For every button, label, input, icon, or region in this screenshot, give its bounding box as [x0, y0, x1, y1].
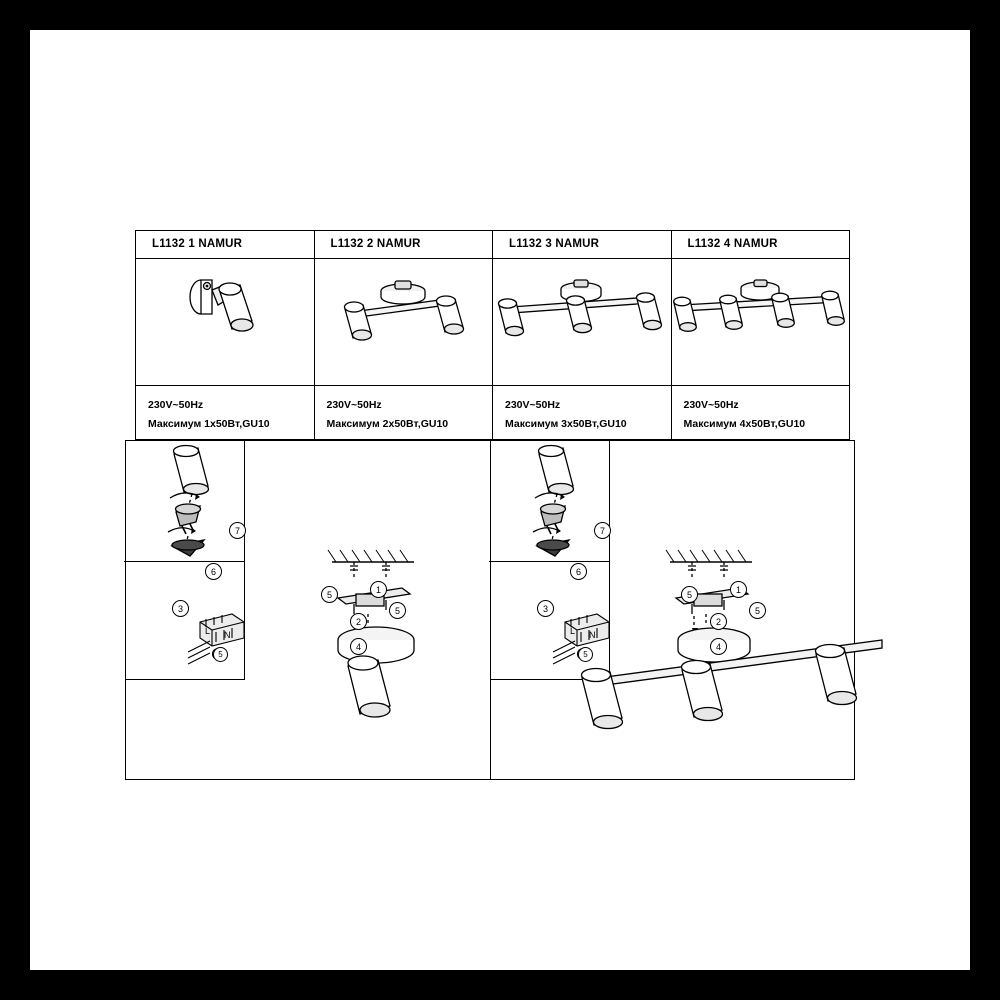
step-badge-5b-right: 5	[578, 647, 593, 662]
right-ceiling-mount-figure	[630, 542, 930, 742]
terminal-label-N-left: N	[224, 630, 231, 640]
model-title-3: L1132 3 NAMUR	[493, 231, 671, 259]
left-lamp-exploded-figure	[130, 442, 244, 560]
terminal-label-N-right: N	[589, 630, 596, 640]
spec-column-4	[672, 231, 850, 439]
step-badge-7-right: 7	[594, 522, 611, 539]
voltage-4: 230V~50Hz	[683, 399, 739, 412]
step-badge-4-left: 4	[350, 638, 367, 655]
step-badge-1-right: 1	[730, 581, 747, 598]
model-title-2: L1132 2 NAMUR	[315, 231, 493, 259]
product-figure-1	[136, 259, 314, 386]
power-2: Максимум 2x50Вт,GU10	[326, 418, 449, 431]
step-badge-2-right: 2	[710, 613, 727, 630]
model-title-1: L1132 1 NAMUR	[136, 231, 314, 259]
model-title-4: L1132 4 NAMUR	[672, 231, 850, 259]
step-badge-5c-right: 5	[749, 602, 766, 619]
spec-text-1	[136, 386, 314, 439]
spec-table	[135, 230, 850, 440]
spec-column-1	[136, 231, 315, 439]
product-figure-4	[672, 259, 850, 386]
voltage-3: 230V~50Hz	[505, 399, 561, 412]
right-lamp-exploded-figure	[495, 442, 609, 560]
step-badge-3-left: 3	[172, 600, 189, 617]
spec-text-3	[493, 386, 671, 439]
voltage-1: 230V~50Hz	[148, 399, 204, 412]
power-3: Максимум 3x50Вт,GU10	[505, 418, 627, 431]
product-figure-2	[315, 259, 493, 386]
step-badge-5c-left: 5	[389, 602, 406, 619]
left-detail-separator	[124, 561, 244, 562]
step-badge-1-left: 1	[370, 581, 387, 598]
terminal-label-L-left: L	[205, 626, 211, 636]
step-badge-5b-left: 5	[213, 647, 228, 662]
step-badge-3-right: 3	[537, 600, 554, 617]
spec-column-2	[315, 231, 494, 439]
step-badge-5a-left: 5	[321, 586, 338, 603]
spec-column-3	[493, 231, 672, 439]
step-badge-5a-right: 5	[681, 586, 698, 603]
power-4: Максимум 4x50Вт,GU10	[683, 418, 806, 431]
spec-text-4	[672, 386, 850, 439]
spec-text-2	[315, 386, 493, 439]
step-badge-6-right: 6	[570, 563, 587, 580]
step-badge-4-right: 4	[710, 638, 727, 655]
right-detail-separator	[489, 561, 609, 562]
step-badge-2-left: 2	[350, 613, 367, 630]
product-figure-3	[493, 259, 671, 386]
left-ceiling-mount-figure	[298, 542, 448, 732]
step-badge-7-left: 7	[229, 522, 246, 539]
instruction-sheet	[30, 30, 970, 970]
power-1: Максимум 1x50Вт,GU10	[148, 418, 270, 431]
step-badge-6-left: 6	[205, 563, 222, 580]
terminal-label-L-right: L	[570, 626, 576, 636]
voltage-2: 230V~50Hz	[326, 399, 382, 412]
